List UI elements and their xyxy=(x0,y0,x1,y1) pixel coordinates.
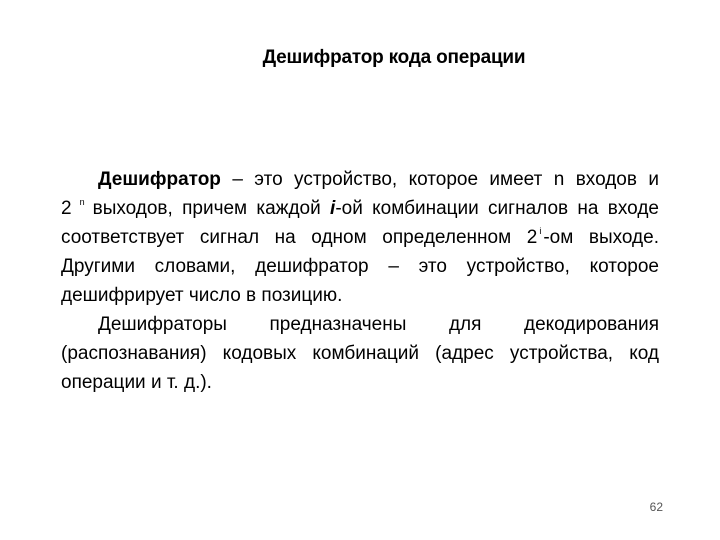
slide-body xyxy=(61,165,659,397)
definition-text-part3: -ой комбинации сигналов на входе соответствует сигнал на одном определенном 2 xyxy=(61,198,659,248)
page-number: 62 xyxy=(649,500,663,514)
definition-text-part1: – это устройство, которое имеет n входов и 2 xyxy=(61,169,659,219)
definition-text-part2: выходов, причем каждой xyxy=(92,198,331,219)
superscript-i: i xyxy=(539,226,542,236)
definition-paragraph xyxy=(61,165,659,310)
purpose-paragraph: Дешифраторы предназначены для декодирования (распознавания) кодовых комбинаций (адрес устройства, код операции и т. д.). xyxy=(61,314,659,393)
superscript-n: n xyxy=(79,197,85,207)
definition-text-part4: -ом выходе. Другими словами, дешифратор – это устройство, которое дешифрирует число в позицию. xyxy=(61,227,659,306)
slide-title: Дешифратор кода операции xyxy=(262,47,526,68)
term-decoder: Дешифратор xyxy=(98,169,221,190)
italic-i: i xyxy=(330,198,336,219)
